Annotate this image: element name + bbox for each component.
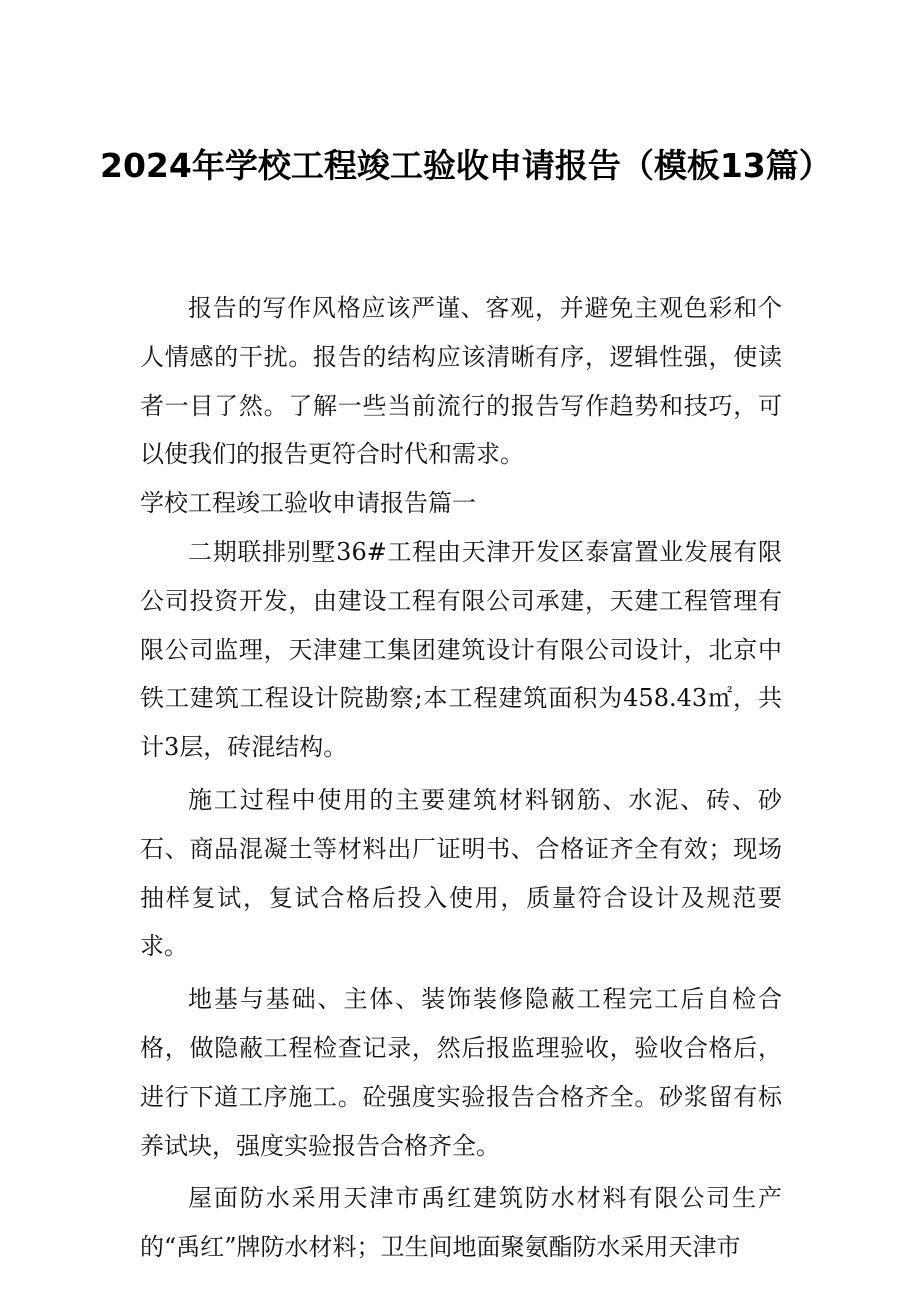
intro-paragraph: 报告的写作风格应该严谨、客观，并避免主观色彩和个人情感的干扰。报告的结构应该清晰有序，逻辑性强，使读者一目了然。了解一些当前流行的报告写作趋势和技巧，可以使我们的报告更符合时代和需求。 — [140, 294, 782, 469]
document-title: 2024年学校工程竣工验收申请报告（模板13篇） — [100, 146, 832, 185]
section-heading: 学校工程竣工验收申请报告篇一 — [140, 489, 476, 518]
document-body — [140, 284, 782, 1272]
body-paragraph: 施工过程中使用的主要建筑材料钢筋、水泥、砖、砂石、商品混凝土等材料出厂证明书、合格证齐全有效；现场抽样复试，复试合格后投入使用，质量符合设计及规范要求。 — [140, 785, 782, 961]
body-paragraph: 地基与基础、主体、装饰装修隐蔽工程完工后自检合格，做隐蔽工程检查记录，然后报监理验收，验收合格后，进行下道工序施工。砼强度实验报告合格齐全。砂浆留有标养试块，强度实验报告合格齐全。 — [140, 985, 782, 1160]
body-paragraph: 屋面防水采用天津市禹红建筑防水材料有限公司生产的“禹红”牌防水材料；卫生间地面聚氨酯防水采用天津市 — [140, 1184, 782, 1262]
body-paragraph: 二期联排别墅36#工程由天津开发区泰富置业发展有限公司投资开发，由建设工程有限公司承建，天建工程管理有限公司监理，天津建工集团建筑设计有限公司设计，北京中铁工建筑工程设计院勘察;本工程建筑面积为458.43㎡，共计3层，砖混结构。 — [140, 537, 782, 762]
